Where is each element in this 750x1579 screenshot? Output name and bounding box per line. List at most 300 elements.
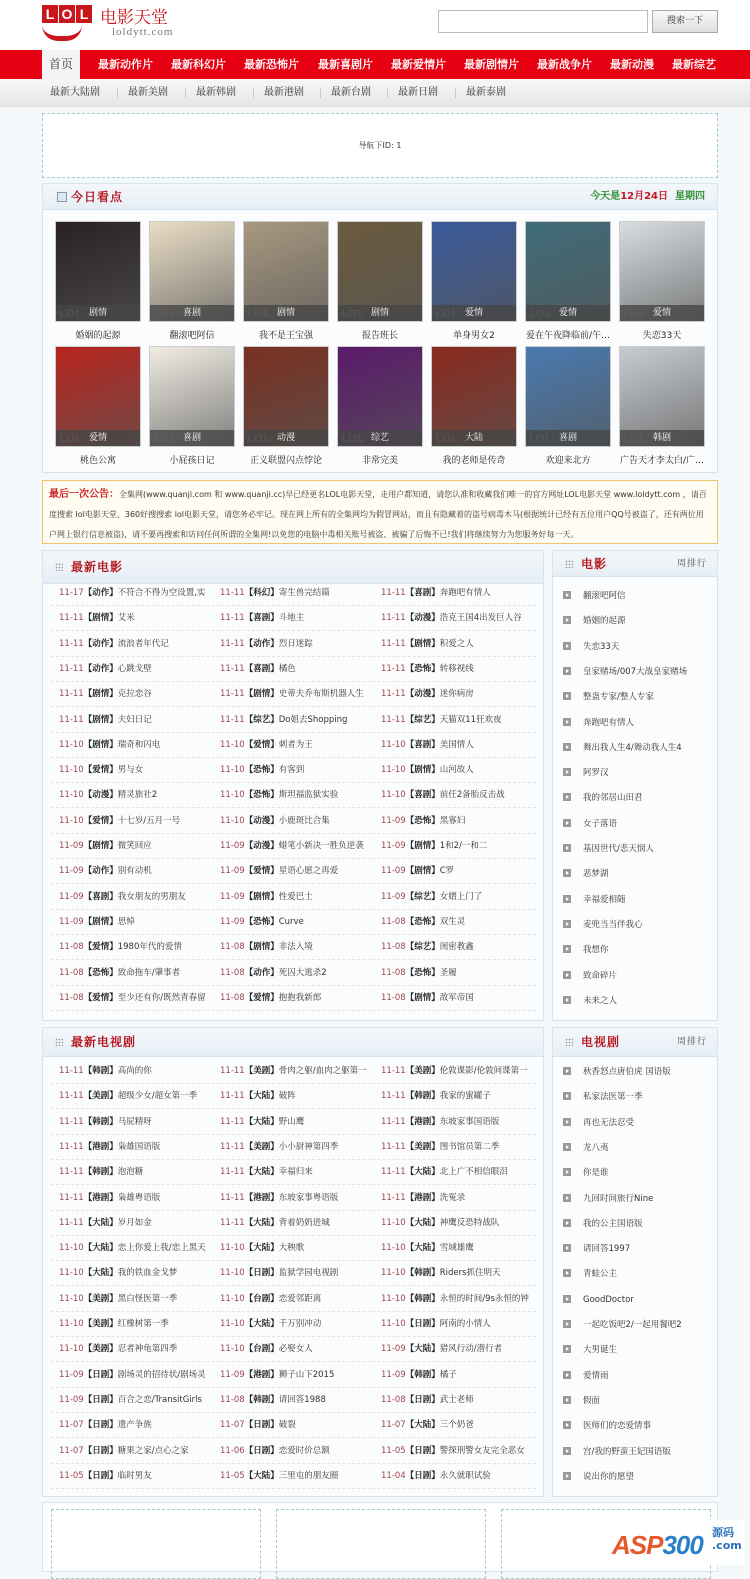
item-title[interactable]: 十七岁/五月一号 — [117, 815, 181, 826]
list-item[interactable] — [220, 1160, 381, 1185]
list-item[interactable] — [220, 1084, 381, 1109]
list-item[interactable] — [59, 809, 220, 834]
item-title[interactable]: 千万别冲动 — [278, 1319, 322, 1329]
item-title[interactable]: 有客到 — [278, 765, 305, 776]
item-title[interactable]: 史蒂夫乔布斯机器人生 — [278, 689, 364, 700]
item-title[interactable]: 北上广不相信眼泪 — [439, 1167, 508, 1178]
item-title[interactable]: 洗冤录 — [439, 1192, 466, 1203]
list-item[interactable] — [59, 1135, 220, 1160]
nav-item[interactable]: 最新科幻片 — [171, 58, 226, 71]
rank-item-title[interactable]: 阿罗汉 — [583, 768, 609, 779]
item-title[interactable]: 浩克王国4出发巨人谷 — [439, 613, 522, 624]
poster-thumbnail[interactable] — [431, 221, 517, 322]
item-title[interactable]: 至少还有你/既然青春留 — [117, 992, 206, 1003]
list-item[interactable] — [59, 961, 220, 986]
list-item[interactable] — [220, 1287, 381, 1312]
poster-title[interactable]: 爱在午夜降临前/午… — [525, 331, 611, 341]
list-item[interactable] — [220, 1135, 381, 1160]
list-item[interactable] — [220, 1261, 381, 1286]
item-title[interactable]: 恋爱时价总额 — [278, 1445, 330, 1456]
rank-item[interactable] — [563, 1161, 609, 1186]
list-item[interactable] — [381, 581, 542, 606]
item-title[interactable]: 天猫双11狂欢夜 — [439, 714, 502, 725]
item-title[interactable]: 马屁精呀 — [117, 1116, 152, 1127]
item-title[interactable]: 红橡树第一季 — [117, 1319, 169, 1329]
item-title[interactable]: 奔跑吧有情人 — [439, 588, 491, 598]
item-title[interactable]: 橘色 — [278, 663, 296, 674]
nav-item[interactable]: 最新综艺 — [672, 58, 716, 71]
rank-item[interactable] — [563, 964, 617, 989]
list-item[interactable] — [59, 1287, 220, 1312]
list-item[interactable] — [59, 1261, 220, 1286]
rank-item[interactable] — [563, 1389, 600, 1414]
list-item[interactable] — [220, 682, 381, 707]
list-item[interactable] — [381, 606, 542, 631]
poster-thumbnail[interactable] — [525, 221, 611, 322]
item-title[interactable]: 山河故人 — [439, 765, 474, 776]
rank-item-title[interactable]: 请回答1997 — [583, 1244, 631, 1255]
weekly-rank-link[interactable]: 周排行 — [676, 559, 707, 569]
list-item[interactable] — [220, 733, 381, 758]
rank-item[interactable] — [563, 1262, 617, 1287]
rank-item-title[interactable]: 整蛊专家/整人专家 — [583, 692, 654, 703]
list-item[interactable] — [381, 783, 542, 808]
list-item[interactable] — [59, 986, 220, 1011]
rank-item-title[interactable]: 说出你的愿望 — [583, 1471, 635, 1482]
item-title[interactable]: 东坡家事粤语版 — [278, 1192, 339, 1203]
item-title[interactable]: 致命拖车/肇事者 — [117, 967, 181, 978]
item-title[interactable]: 闺密教鑫 — [439, 942, 474, 953]
item-title[interactable]: 夫妇日记 — [117, 714, 152, 725]
list-item[interactable] — [381, 1135, 542, 1160]
list-item[interactable] — [59, 758, 220, 783]
rank-item-title[interactable]: 龙八夷 — [583, 1142, 609, 1153]
poster-thumbnail[interactable] — [619, 346, 705, 447]
list-item[interactable] — [220, 657, 381, 682]
rank-item[interactable] — [563, 913, 643, 938]
list-item[interactable] — [59, 1160, 220, 1185]
poster-title[interactable]: 正义联盟闪点悖论 — [249, 456, 322, 466]
rank-item-title[interactable]: 私家法医第一季 — [583, 1092, 643, 1103]
item-title[interactable]: 女婿上门了 — [439, 891, 483, 902]
item-title[interactable]: 艾米 — [117, 613, 135, 624]
item-title[interactable]: 三里屯的朋友圈 — [278, 1470, 339, 1481]
list-item[interactable] — [220, 961, 381, 986]
rank-item[interactable] — [563, 1440, 671, 1465]
list-item[interactable] — [220, 1413, 381, 1438]
item-title[interactable]: 恋上你爱上我/恋上黑天 — [117, 1243, 206, 1254]
list-item[interactable] — [381, 986, 542, 1011]
rank-item[interactable] — [563, 938, 609, 963]
item-title[interactable]: 三个奶爸 — [439, 1420, 474, 1431]
rank-item-title[interactable]: 舞出我人生4/舞动我人生4 — [583, 742, 682, 753]
item-title[interactable]: 请回答1988 — [278, 1394, 326, 1405]
item-title[interactable]: 积爱之人 — [439, 638, 474, 649]
rank-item[interactable] — [563, 609, 626, 634]
list-item[interactable] — [220, 809, 381, 834]
rank-item-title[interactable]: 失恋33天 — [583, 641, 620, 652]
rank-item[interactable] — [563, 1060, 671, 1085]
list-item[interactable] — [220, 986, 381, 1011]
poster-thumbnail[interactable] — [619, 221, 705, 322]
nav-item[interactable]: 最新动漫 — [610, 58, 654, 71]
rank-item[interactable] — [563, 1212, 643, 1237]
list-item[interactable] — [381, 1110, 542, 1135]
subnav-item[interactable]: 最新日剧 — [398, 87, 438, 98]
list-item[interactable] — [220, 935, 381, 960]
list-item[interactable] — [381, 1439, 542, 1464]
list-item[interactable] — [59, 1413, 220, 1438]
list-item[interactable] — [59, 885, 220, 910]
poster-title[interactable]: 婚姻的起源 — [75, 331, 121, 341]
item-title[interactable]: 死囚大逃杀2 — [278, 967, 327, 978]
rank-item-title[interactable]: 秋香怒点唐伯虎 国语版 — [583, 1067, 671, 1077]
list-item[interactable] — [381, 1236, 542, 1261]
list-item[interactable] — [59, 733, 220, 758]
list-item[interactable] — [381, 1388, 542, 1413]
rank-item[interactable] — [563, 761, 609, 786]
list-item[interactable] — [381, 733, 542, 758]
list-item[interactable] — [381, 961, 542, 986]
item-title[interactable]: 糖果之家/点心之家 — [117, 1445, 189, 1456]
list-item[interactable] — [220, 783, 381, 808]
item-title[interactable]: 微笑回应 — [117, 841, 152, 851]
item-title[interactable]: 克拉恋谷 — [117, 689, 152, 700]
search-button[interactable]: 搜索一下 — [652, 10, 718, 33]
item-title[interactable]: 迷你病房 — [439, 689, 474, 700]
list-item[interactable] — [381, 809, 542, 834]
poster-title[interactable]: 广告天才李太白/广… — [619, 456, 705, 466]
site-logo[interactable] — [42, 3, 192, 45]
item-title[interactable]: 流浪者年代记 — [117, 638, 169, 649]
rank-item-title[interactable]: 九回时间旅行Nine — [583, 1193, 654, 1204]
list-item[interactable] — [220, 1211, 381, 1236]
item-title[interactable]: 岁月如金 — [117, 1217, 152, 1228]
item-title[interactable]: 图书馆员第二季 — [439, 1141, 500, 1152]
item-title[interactable]: 高尚的你 — [117, 1066, 152, 1076]
rank-item-title[interactable]: 你是谁 — [583, 1168, 609, 1179]
rank-item-title[interactable]: 我的邻居山田君 — [583, 793, 643, 804]
list-item[interactable] — [220, 1059, 381, 1084]
rank-item[interactable] — [563, 635, 619, 660]
list-item[interactable] — [220, 1236, 381, 1261]
rank-item-title[interactable]: 我想你 — [583, 945, 609, 956]
item-title[interactable]: C罗 — [439, 866, 455, 877]
item-title[interactable]: 遗产争族 — [117, 1420, 152, 1431]
list-item[interactable] — [381, 657, 542, 682]
poster-title[interactable]: 欢迎来北方 — [545, 456, 591, 466]
item-title[interactable]: 前任2备胎反击战 — [439, 790, 505, 801]
poster-thumbnail[interactable] — [55, 346, 141, 447]
subnav-item[interactable]: 最新港剧 — [264, 87, 304, 98]
rank-item[interactable] — [563, 888, 626, 913]
item-title[interactable]: 永恒的时间/9s永恒的钟 — [439, 1293, 529, 1304]
poster-title[interactable]: 单身男女2 — [453, 331, 495, 341]
subnav-item[interactable]: 最新美剧 — [128, 87, 168, 98]
item-title[interactable]: 我家的蜜罐子 — [439, 1091, 491, 1102]
list-item[interactable] — [220, 1110, 381, 1135]
list-item[interactable] — [381, 1211, 542, 1236]
item-title[interactable]: 不符合不得为空设置,实 — [117, 588, 206, 598]
list-item[interactable] — [220, 758, 381, 783]
poster-thumbnail[interactable] — [525, 346, 611, 447]
item-title[interactable]: 武士老师 — [439, 1394, 474, 1405]
nav-item[interactable]: 最新战争片 — [537, 58, 592, 71]
list-item[interactable] — [59, 783, 220, 808]
item-title[interactable]: 小小厨神第四季 — [278, 1141, 339, 1152]
rank-item[interactable] — [563, 1313, 682, 1338]
list-item[interactable] — [59, 1363, 220, 1388]
nav-item[interactable]: 最新爱情片 — [391, 58, 446, 71]
rank-item[interactable] — [563, 1338, 617, 1363]
list-item[interactable] — [381, 1363, 542, 1388]
item-title[interactable]: 斗地主 — [278, 613, 305, 624]
item-title[interactable]: 男与女 — [117, 765, 144, 776]
rank-item-title[interactable]: 奔跑吧有情人 — [583, 717, 635, 728]
item-title[interactable]: 星语心愿之再爱 — [278, 866, 339, 877]
item-title[interactable]: 背着奶奶进城 — [278, 1217, 330, 1228]
list-item[interactable] — [59, 935, 220, 960]
item-title[interactable]: 超级少女/超女第一季 — [117, 1091, 198, 1102]
list-item[interactable] — [59, 632, 220, 657]
item-title[interactable]: 野山鹰 — [278, 1116, 305, 1127]
rank-item-title[interactable]: 青蛙公主 — [583, 1269, 618, 1280]
rank-item-title[interactable]: 基因世代/悲天悯人 — [583, 844, 654, 854]
item-title[interactable]: 破裂 — [278, 1420, 296, 1431]
poster-thumbnail[interactable] — [337, 221, 423, 322]
item-title[interactable]: 刺者为王 — [278, 739, 313, 750]
list-item[interactable] — [220, 606, 381, 631]
list-item[interactable] — [59, 1084, 220, 1109]
item-title[interactable]: 转移视线 — [439, 663, 474, 674]
item-title[interactable]: 百合之恋/TransitGirls — [117, 1394, 202, 1405]
poster-thumbnail[interactable] — [149, 221, 235, 322]
list-item[interactable] — [220, 1388, 381, 1413]
item-title[interactable]: 思悼 — [117, 916, 135, 927]
list-item[interactable] — [220, 1312, 381, 1337]
list-item[interactable] — [220, 1337, 381, 1362]
item-title[interactable]: 警探刑警女友完全恶女 — [439, 1445, 525, 1456]
poster-title[interactable]: 翻滚吧阿信 — [169, 331, 215, 341]
list-item[interactable] — [381, 758, 542, 783]
item-title[interactable]: 橘子 — [439, 1369, 457, 1380]
item-title[interactable]: 双生灵 — [439, 916, 466, 927]
rank-item[interactable] — [563, 1414, 651, 1439]
item-title[interactable]: 1980年代的爱情 — [117, 942, 182, 953]
rank-item[interactable] — [563, 1187, 653, 1212]
poster-thumbnail[interactable] — [243, 346, 329, 447]
item-title[interactable]: 必娶女人 — [278, 1344, 313, 1355]
list-item[interactable] — [381, 1413, 542, 1438]
item-title[interactable]: Riders抓住明天 — [439, 1268, 501, 1279]
rank-item[interactable] — [563, 812, 617, 837]
list-item[interactable] — [220, 885, 381, 910]
list-item[interactable] — [220, 1439, 381, 1464]
item-title[interactable]: 寄生兽完结篇 — [278, 588, 330, 598]
poster-title[interactable]: 非常完美 — [361, 456, 398, 466]
list-item[interactable] — [381, 1084, 542, 1109]
poster-thumbnail[interactable] — [55, 221, 141, 322]
list-item[interactable] — [220, 1186, 381, 1211]
list-item[interactable] — [381, 1059, 542, 1084]
list-item[interactable] — [220, 834, 381, 859]
item-title[interactable]: 美国情人 — [439, 739, 474, 750]
list-item[interactable] — [381, 632, 542, 657]
list-item[interactable] — [59, 859, 220, 884]
item-title[interactable]: 神鹰反恐特战队 — [439, 1217, 500, 1228]
rank-item-title[interactable]: 麦兜当当伴我心 — [583, 919, 643, 930]
list-item[interactable] — [59, 1337, 220, 1362]
item-title[interactable]: 敌军帝国 — [439, 992, 474, 1003]
list-item[interactable] — [220, 859, 381, 884]
item-title[interactable]: 监狱学园电视剧 — [278, 1268, 339, 1279]
rank-item[interactable] — [563, 1111, 634, 1136]
list-item[interactable] — [381, 859, 542, 884]
rank-item-title[interactable]: GoodDoctor — [583, 1294, 634, 1305]
item-title[interactable]: 斯坦福监狱实验 — [278, 790, 339, 801]
list-item[interactable] — [59, 834, 220, 859]
list-item[interactable] — [381, 885, 542, 910]
list-item[interactable] — [220, 1363, 381, 1388]
rank-item[interactable] — [563, 989, 617, 1014]
weekly-rank-link[interactable]: 周排行 — [676, 1037, 707, 1047]
poster-thumbnail[interactable] — [243, 221, 329, 322]
item-title[interactable]: 圣履 — [439, 967, 457, 978]
poster-title[interactable]: 报告班长 — [361, 331, 398, 341]
subnav-item[interactable]: 最新韩剧 — [196, 87, 236, 98]
rank-item[interactable] — [563, 1465, 634, 1490]
list-item[interactable] — [381, 1312, 542, 1337]
list-item[interactable] — [59, 1388, 220, 1413]
poster-title[interactable]: 小屁孩日记 — [169, 456, 215, 466]
item-title[interactable]: 我的铁血金戈梦 — [117, 1268, 178, 1279]
list-item[interactable] — [59, 1059, 220, 1084]
list-item[interactable] — [220, 581, 381, 606]
item-title[interactable]: 临时男友 — [117, 1470, 152, 1481]
subnav-item[interactable]: 最新大陆剧 — [50, 87, 100, 98]
item-title[interactable]: 大秧歌 — [278, 1243, 305, 1254]
list-item[interactable] — [381, 1186, 542, 1211]
item-title[interactable]: 阿南的小情人 — [439, 1319, 491, 1329]
rank-item[interactable] — [563, 1364, 609, 1389]
rank-item[interactable] — [563, 837, 654, 862]
item-title[interactable]: 别有动机 — [117, 866, 152, 877]
item-title[interactable]: Do姐去Shopping — [278, 714, 348, 725]
list-item[interactable] — [220, 708, 381, 733]
nav-item[interactable]: 最新剧情片 — [464, 58, 519, 71]
rank-item-title[interactable]: 大男诞生 — [583, 1345, 618, 1356]
list-item[interactable] — [381, 1287, 542, 1312]
rank-item[interactable] — [563, 584, 626, 609]
item-title[interactable]: 破阵 — [278, 1091, 296, 1102]
poster-thumbnail[interactable] — [337, 346, 423, 447]
item-title[interactable]: 烈日迷踪 — [278, 638, 313, 649]
list-item[interactable] — [381, 834, 542, 859]
list-item[interactable] — [381, 1464, 542, 1489]
rank-item-title[interactable]: 致命碎片 — [583, 970, 618, 981]
item-title[interactable]: 幸福归来 — [278, 1167, 313, 1178]
list-item[interactable] — [381, 935, 542, 960]
rank-item[interactable] — [563, 660, 687, 685]
item-title[interactable]: 非法入境 — [278, 942, 313, 953]
rank-item[interactable] — [563, 786, 643, 811]
subnav-item[interactable]: 最新泰剧 — [466, 87, 506, 98]
rank-item[interactable] — [563, 711, 634, 736]
item-title[interactable]: 抱抱我新郎 — [278, 992, 322, 1003]
list-item[interactable] — [59, 1464, 220, 1489]
item-title[interactable]: 我女朋友的男朋友 — [117, 891, 186, 902]
list-item[interactable] — [59, 708, 220, 733]
rank-item-title[interactable]: 假面 — [583, 1395, 601, 1406]
item-title[interactable]: 性爱巴士 — [278, 891, 313, 902]
rank-item-title[interactable]: 婚姻的起源 — [583, 616, 626, 627]
nav-item[interactable]: 最新喜剧片 — [318, 58, 373, 71]
list-item[interactable] — [59, 606, 220, 631]
item-title[interactable]: 小鹿斑比合集 — [278, 815, 330, 826]
list-item[interactable] — [381, 682, 542, 707]
item-title[interactable]: 瑞奇和闪电 — [117, 739, 161, 750]
rank-item-title[interactable]: 宫/我的野蛮王妃国语版 — [583, 1446, 671, 1457]
list-item[interactable] — [59, 1110, 220, 1135]
rank-item-title[interactable]: 翻滚吧阿信 — [583, 591, 626, 601]
list-item[interactable] — [381, 1337, 542, 1362]
item-title[interactable]: 骨肉之躯/血肉之躯第一 — [278, 1066, 367, 1076]
list-item[interactable] — [381, 1160, 542, 1185]
item-title[interactable]: 雪域雄鹰 — [439, 1243, 474, 1254]
list-item[interactable] — [59, 682, 220, 707]
list-item[interactable] — [59, 1236, 220, 1261]
rank-item-title[interactable]: 未来之人 — [583, 995, 618, 1006]
item-title[interactable]: Curve — [278, 916, 304, 927]
rank-item-title[interactable]: 皇家赌场/007大战皇家赌场 — [583, 666, 688, 677]
poster-title[interactable]: 我不是王宝强 — [258, 331, 313, 341]
rank-item[interactable] — [563, 736, 682, 761]
item-title[interactable]: 枭雄国语版 — [117, 1141, 161, 1152]
item-title[interactable]: 精灵旅社2 — [117, 790, 158, 801]
list-item[interactable] — [59, 581, 220, 606]
rank-item-title[interactable]: 我的公主国语版 — [583, 1218, 643, 1229]
rank-item-title[interactable]: 恶梦湖 — [583, 869, 609, 880]
item-title[interactable]: 剧场灵的招待状/剧场灵 — [117, 1369, 206, 1380]
list-item[interactable] — [220, 1464, 381, 1489]
rank-item[interactable] — [563, 1237, 630, 1262]
rank-item[interactable] — [563, 685, 654, 710]
item-title[interactable]: 东坡家事国语版 — [439, 1116, 500, 1127]
rank-item[interactable] — [563, 1136, 609, 1161]
list-item[interactable] — [381, 910, 542, 935]
item-title[interactable]: 伦敦谍影/伦敦间谍第一 — [439, 1066, 528, 1076]
poster-thumbnail[interactable] — [431, 346, 517, 447]
poster-title[interactable]: 失恋33天 — [642, 331, 682, 341]
rank-item-title[interactable]: 一起吃饭吧2/一起用餐吧2 — [583, 1320, 682, 1330]
item-title[interactable]: 永久就职试验 — [439, 1470, 491, 1481]
list-item[interactable] — [220, 632, 381, 657]
nav-home[interactable]: 首页 — [42, 50, 80, 79]
search-input[interactable] — [438, 10, 648, 33]
list-item[interactable] — [381, 708, 542, 733]
list-item[interactable] — [59, 657, 220, 682]
list-item[interactable] — [59, 1439, 220, 1464]
poster-title[interactable]: 我的老师是传奇 — [442, 456, 506, 466]
list-item[interactable] — [220, 910, 381, 935]
list-item[interactable] — [59, 1211, 220, 1236]
item-title[interactable]: 泡泡糖 — [117, 1167, 144, 1178]
rank-item-title[interactable]: 爱情雨 — [583, 1370, 609, 1381]
item-title[interactable]: 蜡笔小新决一胜负逆袭 — [278, 841, 364, 851]
list-item[interactable] — [59, 1312, 220, 1337]
rank-item[interactable] — [563, 1288, 634, 1313]
poster-thumbnail[interactable] — [149, 346, 235, 447]
